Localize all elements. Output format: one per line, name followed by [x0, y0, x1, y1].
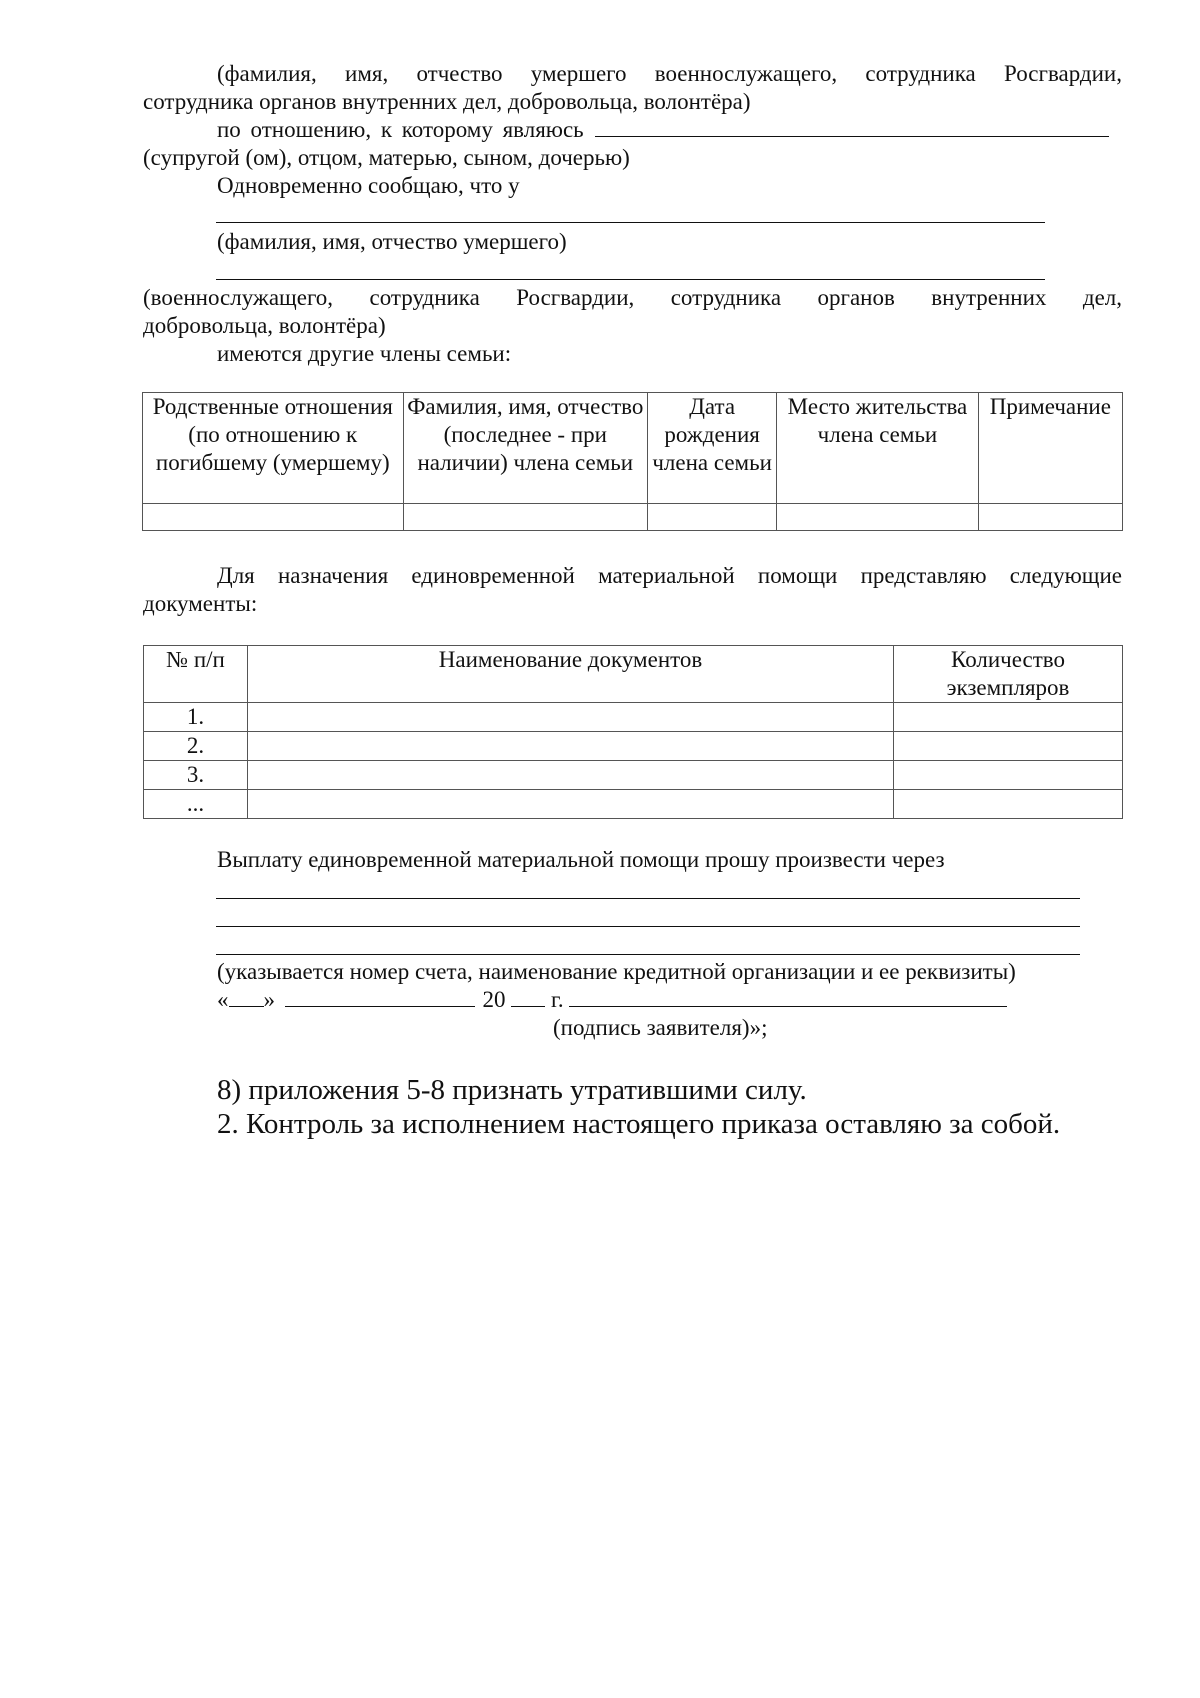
- col-document-name: Наименование документов: [248, 646, 894, 703]
- table-row: [143, 504, 1123, 531]
- payment-account-field-3[interactable]: [216, 954, 1080, 955]
- row-number: ...: [144, 790, 248, 819]
- row-number: 2.: [144, 732, 248, 761]
- col-note: Примечание: [978, 393, 1122, 504]
- deceased-name-hint: (фамилия, имя, отчество умершего): [217, 229, 567, 254]
- closing-item-2: 2. Контроль за исполнением настоящего приказа оставляю за собой.: [217, 1108, 1061, 1140]
- payment-text: Выплату единовременной материальной помощи прошу произвести через: [217, 847, 945, 872]
- table-cell[interactable]: [894, 761, 1123, 790]
- col-residence: Место жительства члена семьи: [777, 393, 978, 504]
- table-cell[interactable]: [894, 703, 1123, 732]
- row-number: 3.: [144, 761, 248, 790]
- family-table-header-row: [143, 393, 1123, 504]
- relation-line: [217, 116, 1109, 144]
- table-row: [144, 703, 1123, 732]
- payment-account-field-1[interactable]: [216, 898, 1080, 899]
- deceased-name-field[interactable]: [216, 222, 1045, 223]
- header-line-1: (фамилия, имя, отчество умершего военнослужащего, сотрудника Росгвардии,: [217, 61, 1122, 86]
- table-cell[interactable]: [978, 504, 1122, 531]
- table-row: [144, 732, 1123, 761]
- table-cell[interactable]: [248, 703, 894, 732]
- deceased-status-line-1: (военнослужащего, сотрудника Росгвардии, сотрудника органов внутренних дел,: [143, 285, 1122, 310]
- other-members-text: имеются другие члены семьи:: [217, 341, 512, 366]
- table-cell[interactable]: [894, 732, 1123, 761]
- month-field[interactable]: [285, 988, 475, 1007]
- year-field[interactable]: [511, 988, 545, 1007]
- header-line-2: сотрудника органов внутренних дел, добровольца, волонтёра): [143, 89, 751, 114]
- documents-table-header-row: [144, 646, 1123, 703]
- col-number: № п/п: [144, 646, 248, 703]
- closing-item-8: 8) приложения 5-8 признать утратившими силу.: [217, 1074, 807, 1106]
- year-prefix: 20: [482, 987, 506, 1012]
- signature-field[interactable]: [569, 988, 1007, 1007]
- year-suffix: г.: [551, 987, 564, 1012]
- family-members-table: [142, 392, 1123, 531]
- table-row: [144, 761, 1123, 790]
- signature-hint: (подпись заявителя)»;: [553, 1015, 768, 1040]
- table-cell[interactable]: [248, 790, 894, 819]
- date-signature-line: [217, 986, 1007, 1014]
- col-full-name: Фамилия, имя, отчество (последнее - при наличии) члена семьи: [403, 393, 647, 504]
- table-cell[interactable]: [403, 504, 647, 531]
- table-row: [144, 790, 1123, 819]
- documents-table: [143, 645, 1123, 819]
- col-relationship: Родственные отношения (по отношению к погибшему (умершему): [143, 393, 404, 504]
- table-cell[interactable]: [777, 504, 978, 531]
- table-cell[interactable]: [894, 790, 1123, 819]
- date-open-quote: «: [217, 987, 229, 1012]
- table-cell[interactable]: [248, 732, 894, 761]
- documents-intro-line-2: документы:: [143, 591, 258, 616]
- relation-prefix: по отношению, к которому являюсь: [217, 117, 584, 142]
- date-close-quote: »: [263, 987, 275, 1012]
- table-cell[interactable]: [648, 504, 777, 531]
- payment-account-field-2[interactable]: [216, 926, 1080, 927]
- col-birth-date: Дата рождения члена семьи: [648, 393, 777, 504]
- documents-intro-line-1: Для назначения единовременной материальной помощи представляю следующие: [217, 563, 1122, 588]
- deceased-status-line-2: добровольца, волонтёра): [143, 313, 386, 338]
- row-number: 1.: [144, 703, 248, 732]
- day-field[interactable]: [229, 988, 264, 1007]
- col-copies: Количество экземпляров: [894, 646, 1123, 703]
- relation-hint: (супругой (ом), отцом, матерью, сыном, дочерью): [143, 145, 630, 170]
- table-cell[interactable]: [248, 761, 894, 790]
- deceased-status-field[interactable]: [216, 279, 1045, 280]
- table-cell[interactable]: [143, 504, 404, 531]
- also-inform-text: Одновременно сообщаю, что у: [217, 173, 520, 198]
- relation-field[interactable]: [595, 118, 1109, 137]
- payment-hint: (указывается номер счета, наименование кредитной организации и ее реквизиты): [217, 959, 1016, 984]
